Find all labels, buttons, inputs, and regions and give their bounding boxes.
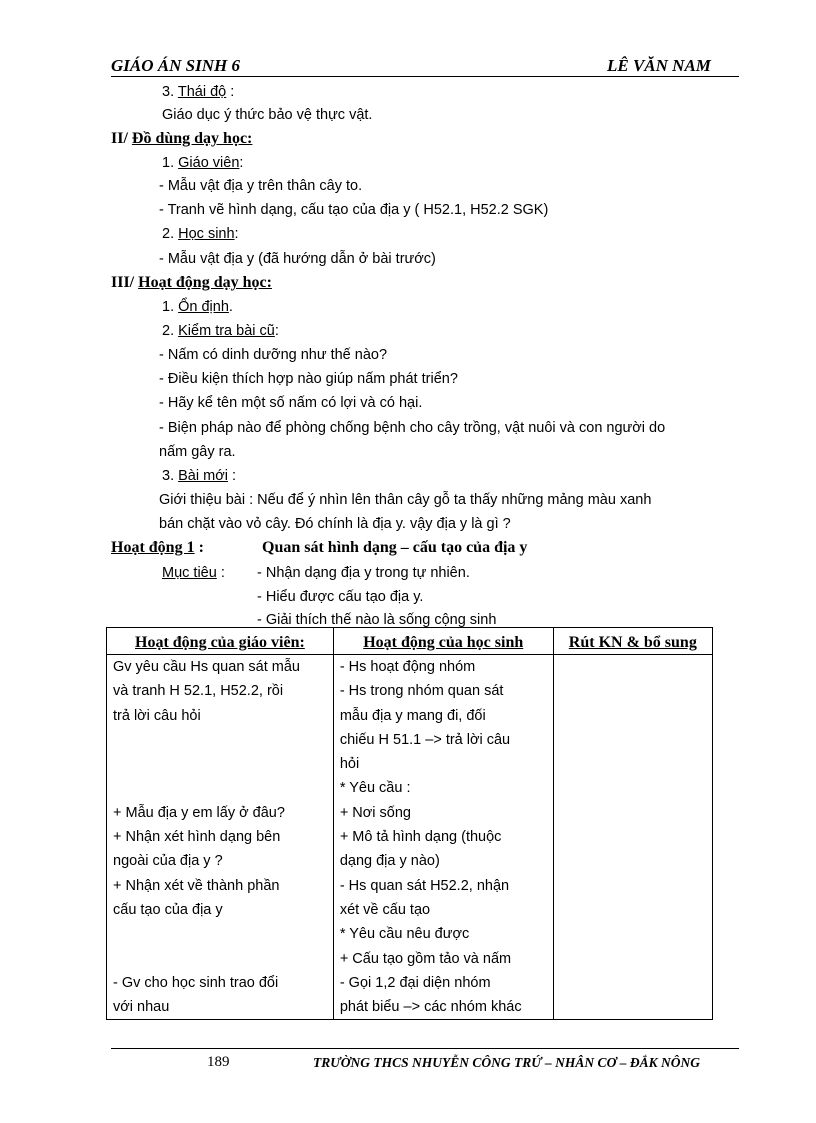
hs-item: - Mẫu vật địa y (đã hướng dẫn ở bài trước) <box>159 251 436 267</box>
gv-item: - Tranh vẽ hình dạng, cấu tạo của địa y ( H52.1, H52.2 SGK) <box>159 202 549 218</box>
kt-item: - Nấm có dinh dưỡng như thế nào? <box>159 347 388 363</box>
activity-table <box>106 627 713 1020</box>
kt-item: - Biện pháp nào để phòng chống bệnh cho cây trồng, vật nuôi và con người do <box>159 420 666 436</box>
thai-do-text: Giáo dục ý thức bảo vệ thực vật. <box>162 107 373 123</box>
giao-vien-heading: 1. Giáo viên: <box>162 155 244 171</box>
bai-moi-heading: 3. Bài mới : <box>162 468 236 484</box>
section-2-heading: II/ Đồ dùng dạy học: <box>111 130 253 147</box>
gv-item: - Mẫu vật địa y trên thân cây to. <box>159 178 363 194</box>
hoat-dong-1-label: Hoạt động 1 : <box>111 539 204 556</box>
hoc-sinh-heading: 2. Học sinh: <box>162 226 239 242</box>
hoat-dong-1-title: Quan sát hình dạng – cấu tạo của địa y <box>262 539 528 556</box>
section-3-heading: III/ Hoạt động dạy học: <box>111 274 272 291</box>
notes-cell <box>553 655 712 1020</box>
header-rule <box>111 76 739 77</box>
teacher-activity-cell: Gv yêu cầu Hs quan sát mẫu và tranh H 52.1, H52.2, rồi trả lời câu hỏi + Mẫu địa y em lấy ở đâu? + Nhận xét hình dạng bên ngoài của địa y ? + Nhận xét về thành phần cấu tạo của địa y - Gv cho học sinh trao đổi với nhau <box>107 655 334 1020</box>
table-header-cell: Hoạt động của học sinh <box>333 628 553 655</box>
muc-tieu-item: - Giải thích thế nào là sống cộng sinh <box>257 612 497 628</box>
header-right: LÊ VĂN NAM <box>607 56 711 75</box>
muc-tieu-item: - Hiểu được cấu tạo địa y. <box>257 589 424 605</box>
header-left: GIÁO ÁN SINH 6 <box>111 56 240 75</box>
kt-item: - Điều kiện thích hợp nào giúp nấm phát triển? <box>159 371 458 387</box>
kt-item: - Hãy kể tên một số nấm có lợi và có hại. <box>159 395 423 411</box>
student-activity-cell: - Hs hoạt động nhóm - Hs trong nhóm quan sát mẫu địa y mang đi, đối chiếu H 51.1 –> trả lời câu hỏi * Yêu cầu : + Nơi sống + Mô tả hình dạng (thuộc dạng địa y nào) - Hs quan sát H52.2, nhận xét về cấu tạo * Yêu cầu nêu được + Cấu tạo gồm tảo và nấm - Gọi 1,2 đại diện nhóm phát biểu –> các nhóm khác <box>333 655 553 1020</box>
thai-do-heading: 3. Thái độ : <box>162 84 235 100</box>
table-row <box>107 655 713 1020</box>
table-header-row <box>107 628 713 655</box>
intro-line: Giới thiệu bài : Nếu để ý nhìn lên thân cây gỗ ta thấy những mảng màu xanh <box>159 492 652 508</box>
page-number: 189 <box>207 1054 230 1070</box>
muc-tieu-item: - Nhận dạng địa y trong tự nhiên. <box>257 565 470 581</box>
muc-tieu-label: Mục tiêu : <box>162 565 225 581</box>
table-header-cell: Hoạt động của giáo viên: <box>107 628 334 655</box>
intro-line: bán chặt vào vỏ cây. Đó chính là địa y. vậy địa y là gì ? <box>159 516 511 532</box>
kt-item: nấm gây ra. <box>159 444 236 460</box>
footer-school: TRƯỜNG THCS NHUYỄN CÔNG TRỨ – NHÂN CƠ – ĐẮK NÔNG <box>313 1055 700 1070</box>
on-dinh-heading: 1. Ổn định. <box>162 299 233 315</box>
table-header-cell: Rút KN & bổ sung <box>553 628 712 655</box>
footer-rule <box>111 1048 739 1049</box>
kiem-tra-heading: 2. Kiểm tra bài cũ: <box>162 323 279 339</box>
